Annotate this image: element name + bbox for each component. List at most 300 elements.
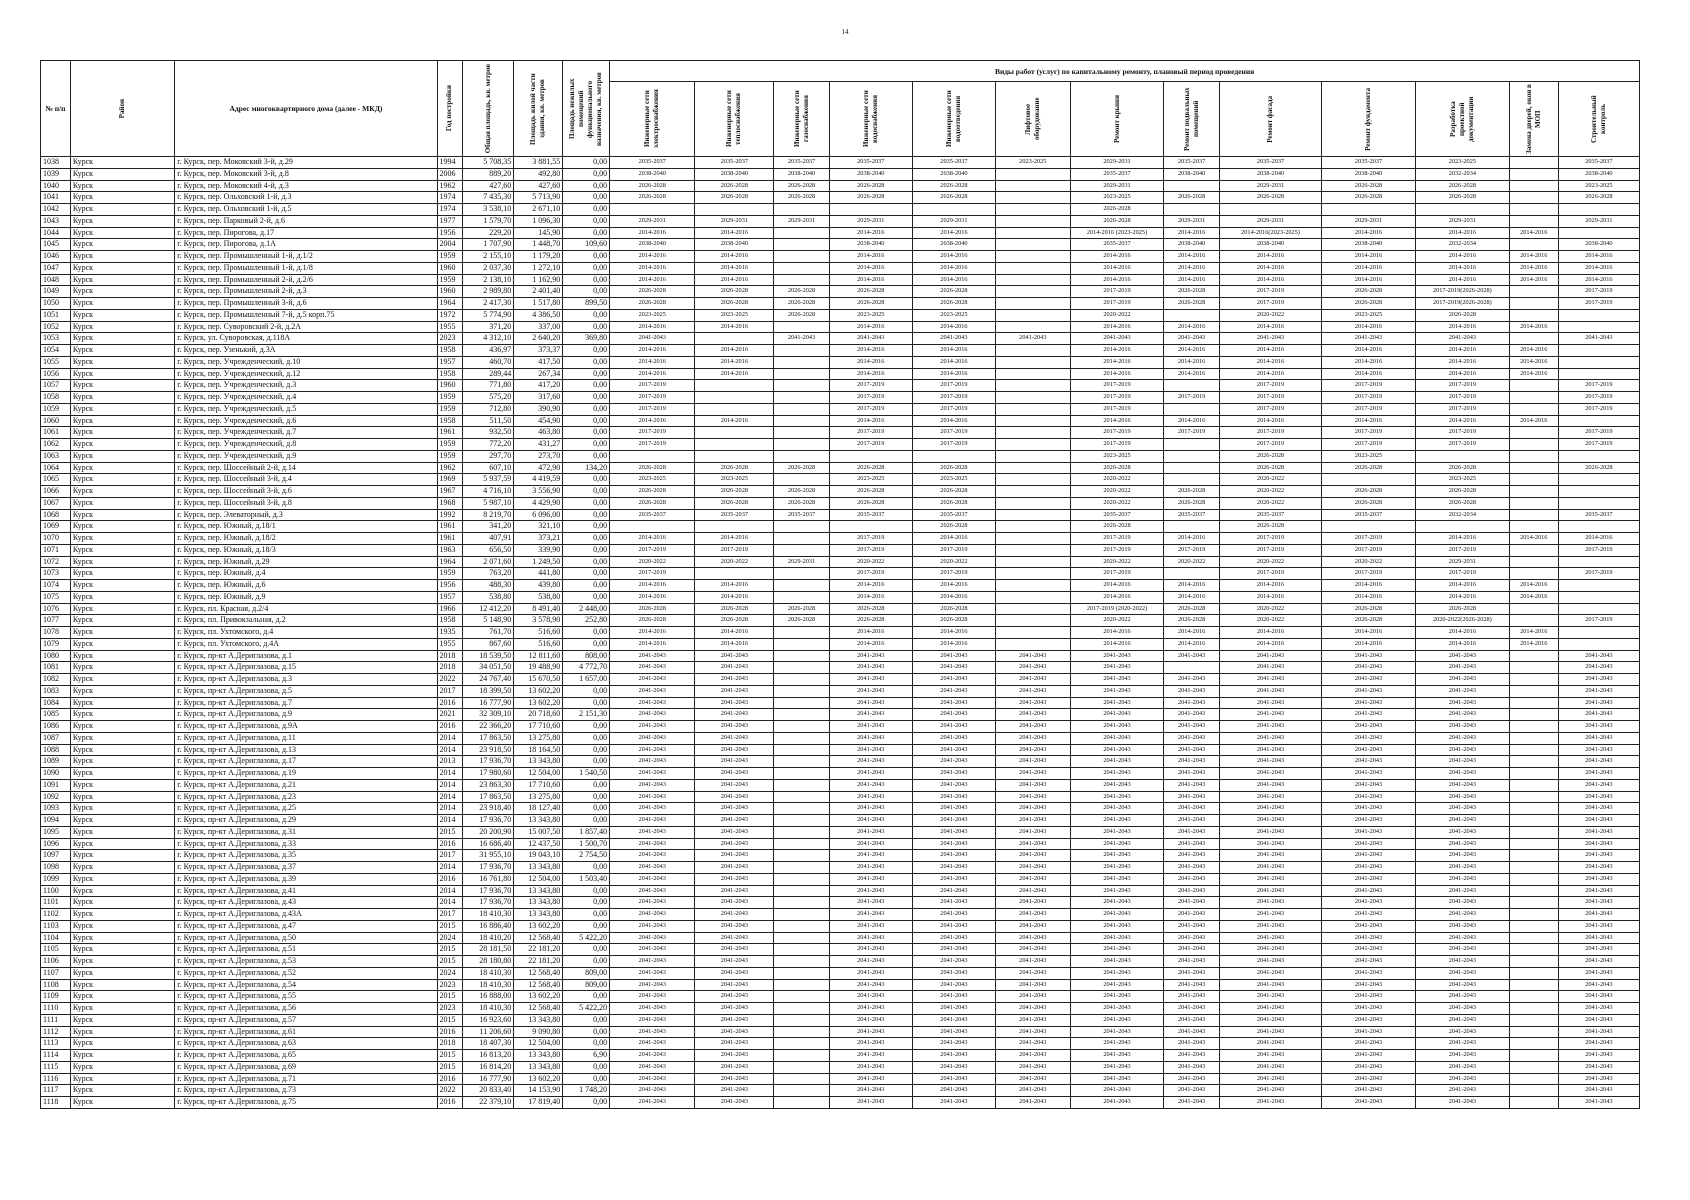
cell-year: 2014 — [437, 885, 463, 897]
cell-year: 1957 — [437, 356, 463, 368]
cell-year: 2016 — [437, 873, 463, 885]
cell-total-area: 17 936,70 — [463, 885, 514, 897]
cell-work: 2017-2019 — [1322, 403, 1416, 415]
table-row — [41, 662, 1640, 674]
cell-year: 2015 — [437, 1061, 463, 1073]
cell-work: 2014-2016 — [610, 580, 695, 592]
cell-address: г. Курск, пер. Узенький, д.3А — [175, 345, 437, 357]
cell-work: 2041-2043 — [1322, 685, 1416, 697]
cell-year: 2014 — [437, 897, 463, 909]
cell-work: 2041-2043 — [1070, 768, 1164, 780]
cell-work: 2014-2016 — [1415, 251, 1509, 263]
cell-work: 2014-2016 — [1509, 627, 1558, 639]
cell-work: 2041-2043 — [1164, 967, 1219, 979]
cell-work: 2041-2043 — [1219, 803, 1321, 815]
cell-nonliving-area: 0,00 — [563, 556, 610, 568]
cell-nonliving-area: 0,00 — [563, 991, 610, 1003]
cell-total-area: 16 888,00 — [463, 991, 514, 1003]
cell-work: 2017-2019 — [1070, 298, 1164, 310]
cell-living-area: 13 343,80 — [514, 756, 563, 768]
cell-work — [1558, 474, 1639, 486]
cell-work: 2041-2043 — [996, 674, 1071, 686]
cell-work: 2029-2031 — [610, 215, 695, 227]
cell-work: 2014-2016 — [829, 638, 912, 650]
cell-work — [695, 392, 774, 404]
cell-work: 2017-2019(2026-2028) — [1415, 298, 1509, 310]
cell-address: г. Курск, пр-кт А.Дериглазова, д.17 — [175, 756, 437, 768]
cell-living-area: 13 343,80 — [514, 909, 563, 921]
cell-living-area: 13 343,80 — [514, 862, 563, 874]
cell-work: 2014-2016 — [829, 415, 912, 427]
cell-num: 1115 — [41, 1061, 71, 1073]
header-year: Год постройки — [437, 61, 463, 157]
cell-work: 2041-2043 — [695, 920, 774, 932]
cell-work: 2032-2034 — [1415, 509, 1509, 521]
cell-work: 2014-2016 — [695, 321, 774, 333]
cell-living-area: 19 488,90 — [514, 662, 563, 674]
cell-num: 1112 — [41, 1026, 71, 1038]
cell-work: 2014-2016 — [1509, 251, 1558, 263]
cell-work: 2041-2043 — [1070, 803, 1164, 815]
cell-work: 2014-2016 — [1070, 345, 1164, 357]
cell-work: 2041-2043 — [829, 697, 912, 709]
cell-district: Курск — [70, 309, 174, 321]
cell-nonliving-area: 0,00 — [563, 909, 610, 921]
cell-work: 2014-2016 — [1415, 533, 1509, 545]
cell-work: 2035-2037 — [1070, 239, 1164, 251]
cell-work: 2041-2043 — [695, 991, 774, 1003]
cell-work: 2017-2019 — [1415, 568, 1509, 580]
cell-work: 2017-2019 — [1558, 568, 1639, 580]
cell-district: Курск — [70, 779, 174, 791]
cell-work: 2041-2043 — [1415, 850, 1509, 862]
cell-work: 2041-2043 — [912, 768, 995, 780]
cell-work: 2041-2043 — [1322, 709, 1416, 721]
cell-work: 2041-2043 — [996, 1038, 1071, 1050]
cell-work: 2041-2043 — [1322, 1003, 1416, 1015]
cell-work: 2041-2043 — [829, 333, 912, 345]
cell-work — [1558, 345, 1639, 357]
cell-work: 2041-2043 — [1219, 779, 1321, 791]
cell-num: 1064 — [41, 462, 71, 474]
cell-living-area: 15 007,50 — [514, 826, 563, 838]
cell-work: 2041-2043 — [1164, 909, 1219, 921]
cell-work: 2041-2043 — [1558, 756, 1639, 768]
cell-work: 2041-2043 — [1558, 885, 1639, 897]
cell-work — [1509, 1050, 1558, 1062]
cell-work: 2041-2043 — [1070, 979, 1164, 991]
cell-work: 2041-2043 — [996, 850, 1071, 862]
cell-work: 2014-2016 — [1322, 580, 1416, 592]
cell-address: г. Курск, пер. Учрежденческий, д.7 — [175, 427, 437, 439]
cell-work: 2026-2028 — [774, 309, 829, 321]
cell-num: 1042 — [41, 204, 71, 216]
cell-work — [774, 380, 829, 392]
cell-work — [610, 450, 695, 462]
cell-work: 2041-2043 — [1164, 1073, 1219, 1085]
cell-work — [1509, 815, 1558, 827]
cell-total-area: 932,50 — [463, 427, 514, 439]
cell-work: 2017-2019 — [829, 439, 912, 451]
cell-work: 2014-2016 — [1509, 274, 1558, 286]
cell-total-area: 31 955,10 — [463, 850, 514, 862]
cell-work: 2026-2028 — [912, 462, 995, 474]
cell-year: 1959 — [437, 450, 463, 462]
table-row — [41, 345, 1640, 357]
table-row — [41, 521, 1640, 533]
cell-work — [996, 591, 1071, 603]
cell-work: 2041-2043 — [695, 779, 774, 791]
cell-work: 2041-2043 — [996, 803, 1071, 815]
cell-nonliving-area: 0,00 — [563, 1026, 610, 1038]
cell-total-area: 23 918,40 — [463, 803, 514, 815]
cell-work: 2014-2016 — [1415, 580, 1509, 592]
cell-num: 1056 — [41, 368, 71, 380]
cell-work — [774, 815, 829, 827]
cell-nonliving-area: 0,00 — [563, 533, 610, 545]
cell-year: 2014 — [437, 815, 463, 827]
cell-work — [1509, 286, 1558, 298]
cell-work: 2041-2043 — [1322, 768, 1416, 780]
cell-work: 2041-2043 — [695, 650, 774, 662]
cell-work: 2017-2019 — [1322, 380, 1416, 392]
cell-work — [774, 227, 829, 239]
cell-address: г. Курск, пр-кт А.Дериглазова, д.15 — [175, 662, 437, 674]
cell-work: 2041-2043 — [829, 1073, 912, 1085]
cell-work — [1509, 791, 1558, 803]
cell-work: 2041-2043 — [695, 1038, 774, 1050]
header-nonliving-area: Площадь нежилых помещений функционального назначения, кв. метров — [563, 61, 610, 157]
cell-work: 2041-2043 — [1219, 685, 1321, 697]
cell-work: 2041-2043 — [996, 756, 1071, 768]
cell-work: 2026-2028 — [1219, 192, 1321, 204]
cell-work: 2041-2043 — [1322, 897, 1416, 909]
cell-work: 2041-2043 — [695, 791, 774, 803]
cell-work: 2014-2016 — [1164, 368, 1219, 380]
cell-work: 2026-2028 — [774, 497, 829, 509]
cell-total-area: 5 937,59 — [463, 474, 514, 486]
cell-work: 2014-2016 — [1509, 591, 1558, 603]
table-row — [41, 779, 1640, 791]
cell-total-area: 772,20 — [463, 439, 514, 451]
cell-district: Курск — [70, 909, 174, 921]
cell-work: 2014-2016 — [695, 638, 774, 650]
cell-work: 2014-2016 — [610, 638, 695, 650]
table-row — [41, 1014, 1640, 1026]
cell-work: 2041-2043 — [1070, 1026, 1164, 1038]
cell-address: г. Курск, пр-кт А.Дериглазова, д.29 — [175, 815, 437, 827]
cell-year: 2014 — [437, 803, 463, 815]
cell-work: 2023-2025 — [1070, 450, 1164, 462]
table-row — [41, 674, 1640, 686]
cell-work: 2041-2043 — [1070, 779, 1164, 791]
cell-work: 2041-2043 — [695, 1050, 774, 1062]
cell-work — [1164, 450, 1219, 462]
cell-work: 2041-2043 — [610, 756, 695, 768]
cell-work: 2035-2037 — [1219, 509, 1321, 521]
cell-work: 2029-2031 — [1415, 556, 1509, 568]
header-work-11: Замена дверей, окон в МОП — [1509, 82, 1558, 157]
table-row — [41, 497, 1640, 509]
cell-total-area: 4 312,10 — [463, 333, 514, 345]
table-row — [41, 1026, 1640, 1038]
cell-living-area: 2 671,10 — [514, 204, 563, 216]
cell-work: 2014-2016 — [1415, 368, 1509, 380]
cell-work: 2041-2043 — [1322, 909, 1416, 921]
cell-work — [1509, 685, 1558, 697]
cell-num: 1063 — [41, 450, 71, 462]
cell-work — [996, 403, 1071, 415]
cell-year: 2023 — [437, 333, 463, 345]
cell-work: 2026-2028 — [1219, 462, 1321, 474]
cell-work: 2017-2019 — [912, 403, 995, 415]
cell-total-area: 12 412,20 — [463, 603, 514, 615]
table-row — [41, 885, 1640, 897]
cell-district: Курск — [70, 791, 174, 803]
cell-work: 2014-2016 — [912, 533, 995, 545]
cell-work: 2014-2016 — [695, 533, 774, 545]
cell-work: 2017-2019 — [1219, 544, 1321, 556]
cell-work — [1164, 662, 1219, 674]
cell-work: 2038-2040 — [1322, 239, 1416, 251]
cell-work: 2041-2043 — [829, 1050, 912, 1062]
table-row — [41, 509, 1640, 521]
cell-work: 2026-2028 — [774, 192, 829, 204]
cell-work: 2035-2037 — [610, 509, 695, 521]
cell-work: 2014-2016 — [695, 251, 774, 263]
cell-work: 2041-2043 — [829, 897, 912, 909]
cell-total-area: 16 813,20 — [463, 1050, 514, 1062]
cell-work: 2041-2043 — [695, 756, 774, 768]
cell-living-area: 13 343,80 — [514, 885, 563, 897]
cell-district: Курск — [70, 826, 174, 838]
cell-work: 2035-2037 — [1164, 509, 1219, 521]
cell-district: Курск — [70, 568, 174, 580]
cell-work: 2029-2031 — [1070, 157, 1164, 169]
cell-work — [996, 192, 1071, 204]
cell-work — [996, 497, 1071, 509]
cell-work: 2017-2019 — [695, 544, 774, 556]
cell-nonliving-area: 0,00 — [563, 944, 610, 956]
table-row — [41, 392, 1640, 404]
cell-work: 2041-2043 — [610, 674, 695, 686]
cell-work: 2020-2022 — [1219, 556, 1321, 568]
cell-year: 2015 — [437, 1014, 463, 1026]
cell-address: г. Курск, пер. Южный, д.18/1 — [175, 521, 437, 533]
cell-work: 2041-2043 — [695, 685, 774, 697]
cell-living-area: 3 578,90 — [514, 615, 563, 627]
cell-work: 2041-2043 — [1070, 744, 1164, 756]
cell-work — [774, 591, 829, 603]
cell-year: 2014 — [437, 779, 463, 791]
cell-work — [774, 474, 829, 486]
cell-nonliving-area: 1 503,40 — [563, 873, 610, 885]
cell-address: г. Курск, пр-кт А.Дериглазова, д.53 — [175, 956, 437, 968]
cell-work: 2038-2040 — [829, 239, 912, 251]
cell-work — [1509, 180, 1558, 192]
cell-work — [1558, 591, 1639, 603]
cell-work: 2026-2028 — [1415, 309, 1509, 321]
cell-work: 2026-2028 — [1164, 298, 1219, 310]
cell-work: 2026-2028 — [1415, 180, 1509, 192]
table-row — [41, 298, 1640, 310]
cell-living-area: 273,70 — [514, 450, 563, 462]
cell-work: 2029-2031 — [1415, 215, 1509, 227]
cell-living-area: 267,34 — [514, 368, 563, 380]
cell-nonliving-area: 0,00 — [563, 251, 610, 263]
cell-address: г. Курск, пер. Южный, д.18/3 — [175, 544, 437, 556]
cell-work: 2041-2043 — [1415, 756, 1509, 768]
cell-work — [996, 509, 1071, 521]
table-row — [41, 403, 1640, 415]
cell-work: 2014-2016 — [1164, 627, 1219, 639]
table-row — [41, 697, 1640, 709]
cell-work: 2017-2019 — [610, 392, 695, 404]
cell-work: 2041-2043 — [996, 885, 1071, 897]
table-row — [41, 603, 1640, 615]
cell-num: 1040 — [41, 180, 71, 192]
cell-work: 2026-2028 — [610, 497, 695, 509]
cell-living-area: 12 568,40 — [514, 979, 563, 991]
cell-work: 2029-2031 — [1219, 180, 1321, 192]
cell-work: 2041-2043 — [695, 956, 774, 968]
cell-work: 2041-2043 — [912, 650, 995, 662]
cell-num: 1101 — [41, 897, 71, 909]
cell-work: 2038-2040 — [1164, 239, 1219, 251]
cell-address: г. Курск, пер. Моковский 4-й, д.3 — [175, 180, 437, 192]
cell-total-area: 511,50 — [463, 415, 514, 427]
cell-living-area: 4 429,90 — [514, 497, 563, 509]
cell-num: 1106 — [41, 956, 71, 968]
cell-work: 2041-2043 — [1219, 697, 1321, 709]
cell-year: 2018 — [437, 662, 463, 674]
cell-work: 2020-2022 — [1219, 474, 1321, 486]
cell-work: 2014-2016 — [912, 356, 995, 368]
cell-work: 2026-2028 — [1164, 603, 1219, 615]
cell-work: 2041-2043 — [1164, 956, 1219, 968]
cell-work: 2041-2043 — [1415, 333, 1509, 345]
cell-work — [774, 321, 829, 333]
cell-nonliving-area: 0,00 — [563, 803, 610, 815]
cell-work: 2014-2016 — [1509, 227, 1558, 239]
cell-work: 2041-2043 — [1322, 333, 1416, 345]
cell-work: 2041-2043 — [1322, 850, 1416, 862]
cell-total-area: 18 410,30 — [463, 979, 514, 991]
cell-total-area: 407,91 — [463, 533, 514, 545]
cell-work: 2026-2028 — [1219, 521, 1321, 533]
cell-nonliving-area: 0,00 — [563, 392, 610, 404]
cell-work: 2041-2043 — [1164, 744, 1219, 756]
cell-work: 2041-2043 — [1164, 815, 1219, 827]
table-row — [41, 932, 1640, 944]
cell-nonliving-area: 0,00 — [563, 568, 610, 580]
cell-work — [1219, 204, 1321, 216]
cell-work — [1509, 521, 1558, 533]
cell-num: 1117 — [41, 1085, 71, 1097]
cell-work — [695, 568, 774, 580]
cell-living-area: 18 164,50 — [514, 744, 563, 756]
cell-work: 2041-2043 — [829, 744, 912, 756]
cell-work: 2041-2043 — [1558, 744, 1639, 756]
cell-num: 1081 — [41, 662, 71, 674]
cell-work — [774, 650, 829, 662]
cell-total-area: 763,20 — [463, 568, 514, 580]
cell-num: 1039 — [41, 168, 71, 180]
cell-living-area: 9 090,80 — [514, 1026, 563, 1038]
cell-work: 2014-2016 — [829, 321, 912, 333]
cell-work: 2017-2019 — [1415, 403, 1509, 415]
cell-work: 2041-2043 — [1164, 1085, 1219, 1097]
cell-work: 2014-2016 — [1070, 356, 1164, 368]
cell-work: 2041-2043 — [912, 1097, 995, 1109]
cell-work: 2041-2043 — [1415, 803, 1509, 815]
cell-work: 2014-2016 — [610, 415, 695, 427]
cell-living-area: 14 153,90 — [514, 1085, 563, 1097]
cell-work: 2041-2043 — [829, 956, 912, 968]
cell-work: 2041-2043 — [1164, 768, 1219, 780]
cell-work: 2041-2043 — [912, 662, 995, 674]
cell-work — [1558, 580, 1639, 592]
cell-work: 2041-2043 — [1219, 838, 1321, 850]
cell-work: 2014-2016 — [1164, 262, 1219, 274]
cell-work: 2041-2043 — [1322, 1085, 1416, 1097]
cell-address: г. Курск, пр-кт А.Дериглазова, д.1 — [175, 650, 437, 662]
cell-work: 2041-2043 — [829, 991, 912, 1003]
cell-work — [912, 204, 995, 216]
cell-work: 2041-2043 — [996, 732, 1071, 744]
cell-work: 2017-2019 — [610, 544, 695, 556]
cell-work: 2041-2043 — [695, 885, 774, 897]
cell-work: 2041-2043 — [1070, 732, 1164, 744]
cell-work: 2041-2043 — [1415, 674, 1509, 686]
cell-work: 2041-2043 — [912, 991, 995, 1003]
cell-work — [610, 204, 695, 216]
cell-district: Курск — [70, 662, 174, 674]
cell-district: Курск — [70, 580, 174, 592]
cell-total-area: 28 181,50 — [463, 944, 514, 956]
cell-work: 2041-2043 — [610, 697, 695, 709]
cell-address: г. Курск, пр-кт А.Дериглазова, д.23 — [175, 791, 437, 803]
cell-work: 2041-2043 — [996, 1014, 1071, 1026]
cell-work — [774, 803, 829, 815]
cell-work: 2026-2028 — [1070, 204, 1164, 216]
cell-work: 2041-2043 — [695, 709, 774, 721]
cell-work: 2041-2043 — [1558, 674, 1639, 686]
cell-work: 2014-2016 — [1509, 415, 1558, 427]
cell-year: 2016 — [437, 721, 463, 733]
cell-total-area: 575,20 — [463, 392, 514, 404]
cell-work: 2017-2019 — [1415, 392, 1509, 404]
cell-work: 2017-2019 — [1558, 380, 1639, 392]
cell-work — [996, 274, 1071, 286]
cell-work: 2041-2043 — [912, 674, 995, 686]
cell-work: 2041-2043 — [996, 709, 1071, 721]
cell-work: 2014-2016 — [1322, 227, 1416, 239]
cell-work — [1164, 439, 1219, 451]
cell-work: 2014-2016 — [1219, 627, 1321, 639]
cell-district: Курск — [70, 1014, 174, 1026]
cell-work — [996, 286, 1071, 298]
cell-year: 2017 — [437, 850, 463, 862]
cell-work: 2041-2043 — [912, 685, 995, 697]
cell-work — [1164, 180, 1219, 192]
cell-year: 2021 — [437, 709, 463, 721]
cell-work: 2014-2016 — [1558, 533, 1639, 545]
cell-work: 2014-2016 — [829, 368, 912, 380]
header-work-6: Ремонт крыши — [1070, 82, 1164, 157]
cell-work: 2041-2043 — [996, 779, 1071, 791]
cell-work — [996, 356, 1071, 368]
